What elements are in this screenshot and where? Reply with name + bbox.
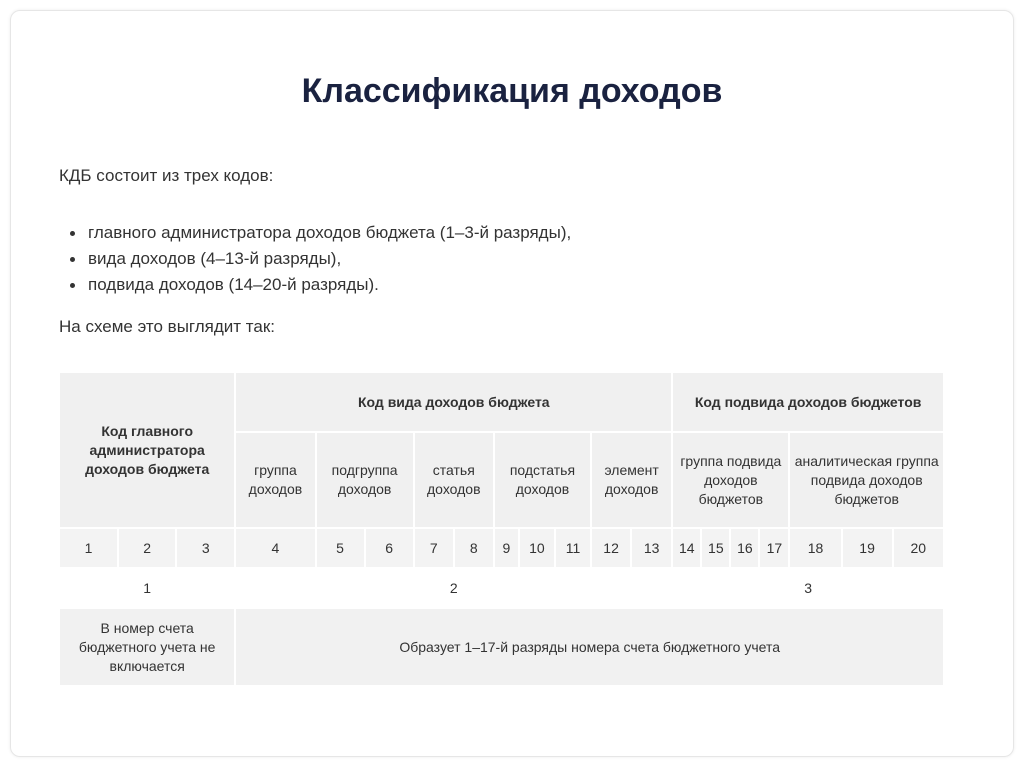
digit-cell: 6 (365, 528, 414, 568)
digit-cell: 15 (701, 528, 730, 568)
digit-cell: 18 (789, 528, 841, 568)
kdb-structure-table (58, 371, 945, 687)
digit-row (59, 528, 944, 568)
digit-cell: 7 (414, 528, 454, 568)
block-number-type: 2 (235, 568, 672, 608)
digit-cell: 14 (672, 528, 701, 568)
bullet-item-subtype: подвида доходов (14–20-й разряды). (59, 272, 571, 298)
digit-cell: 11 (555, 528, 591, 568)
digit-cell: 16 (730, 528, 759, 568)
income-element-header: элемент доходов (591, 432, 672, 528)
digit-cell: 13 (631, 528, 672, 568)
digit-cell: 10 (519, 528, 555, 568)
analytic-group-header: аналитическая группа подвида доходов бюджетов (789, 432, 944, 528)
scheme-text: На схеме это выглядит так: (59, 317, 275, 336)
digit-cell: 5 (316, 528, 365, 568)
slide-title: Классификация доходов (301, 72, 723, 110)
footer-account-digits: Образует 1–17-й разряды номера счета бюджетного учета (235, 608, 944, 686)
admin-code-header: Код главного администратора доходов бюджета (59, 372, 235, 528)
income-type-header: Код вида доходов бюджета (235, 372, 672, 432)
bullet-item-admin: главного администратора доходов бюджета (1–3-й разряды), (59, 220, 571, 246)
income-group-header: группа доходов (235, 432, 315, 528)
footer-not-included: В номер счета бюджетного учета не включается (59, 608, 235, 686)
subtype-group-header: группа подвида доходов бюджетов (672, 432, 789, 528)
digit-cell: 17 (759, 528, 789, 568)
income-subtype-header: Код подвида доходов бюджетов (672, 372, 944, 432)
block-number-subtype: 3 (672, 568, 944, 608)
digit-cell: 2 (118, 528, 176, 568)
digit-cell: 1 (59, 528, 118, 568)
digit-cell: 19 (842, 528, 893, 568)
digit-cell: 4 (235, 528, 315, 568)
digit-cell: 8 (454, 528, 494, 568)
digit-cell: 12 (591, 528, 631, 568)
bullet-item-type: вида доходов (4–13-й разряды), (59, 246, 571, 272)
income-article-header: статья доходов (414, 432, 494, 528)
income-subgroup-header: подгруппа доходов (316, 432, 414, 528)
digit-cell: 20 (893, 528, 944, 568)
digit-cell: 3 (176, 528, 235, 568)
block-number-row (59, 568, 944, 608)
digit-cell: 9 (494, 528, 519, 568)
block-number-admin: 1 (59, 568, 235, 608)
income-subarticle-header: подстатья доходов (494, 432, 591, 528)
intro-text: КДБ состоит из трех кодов: (59, 166, 274, 185)
bullet-list (59, 220, 571, 298)
footer-row (59, 608, 944, 686)
